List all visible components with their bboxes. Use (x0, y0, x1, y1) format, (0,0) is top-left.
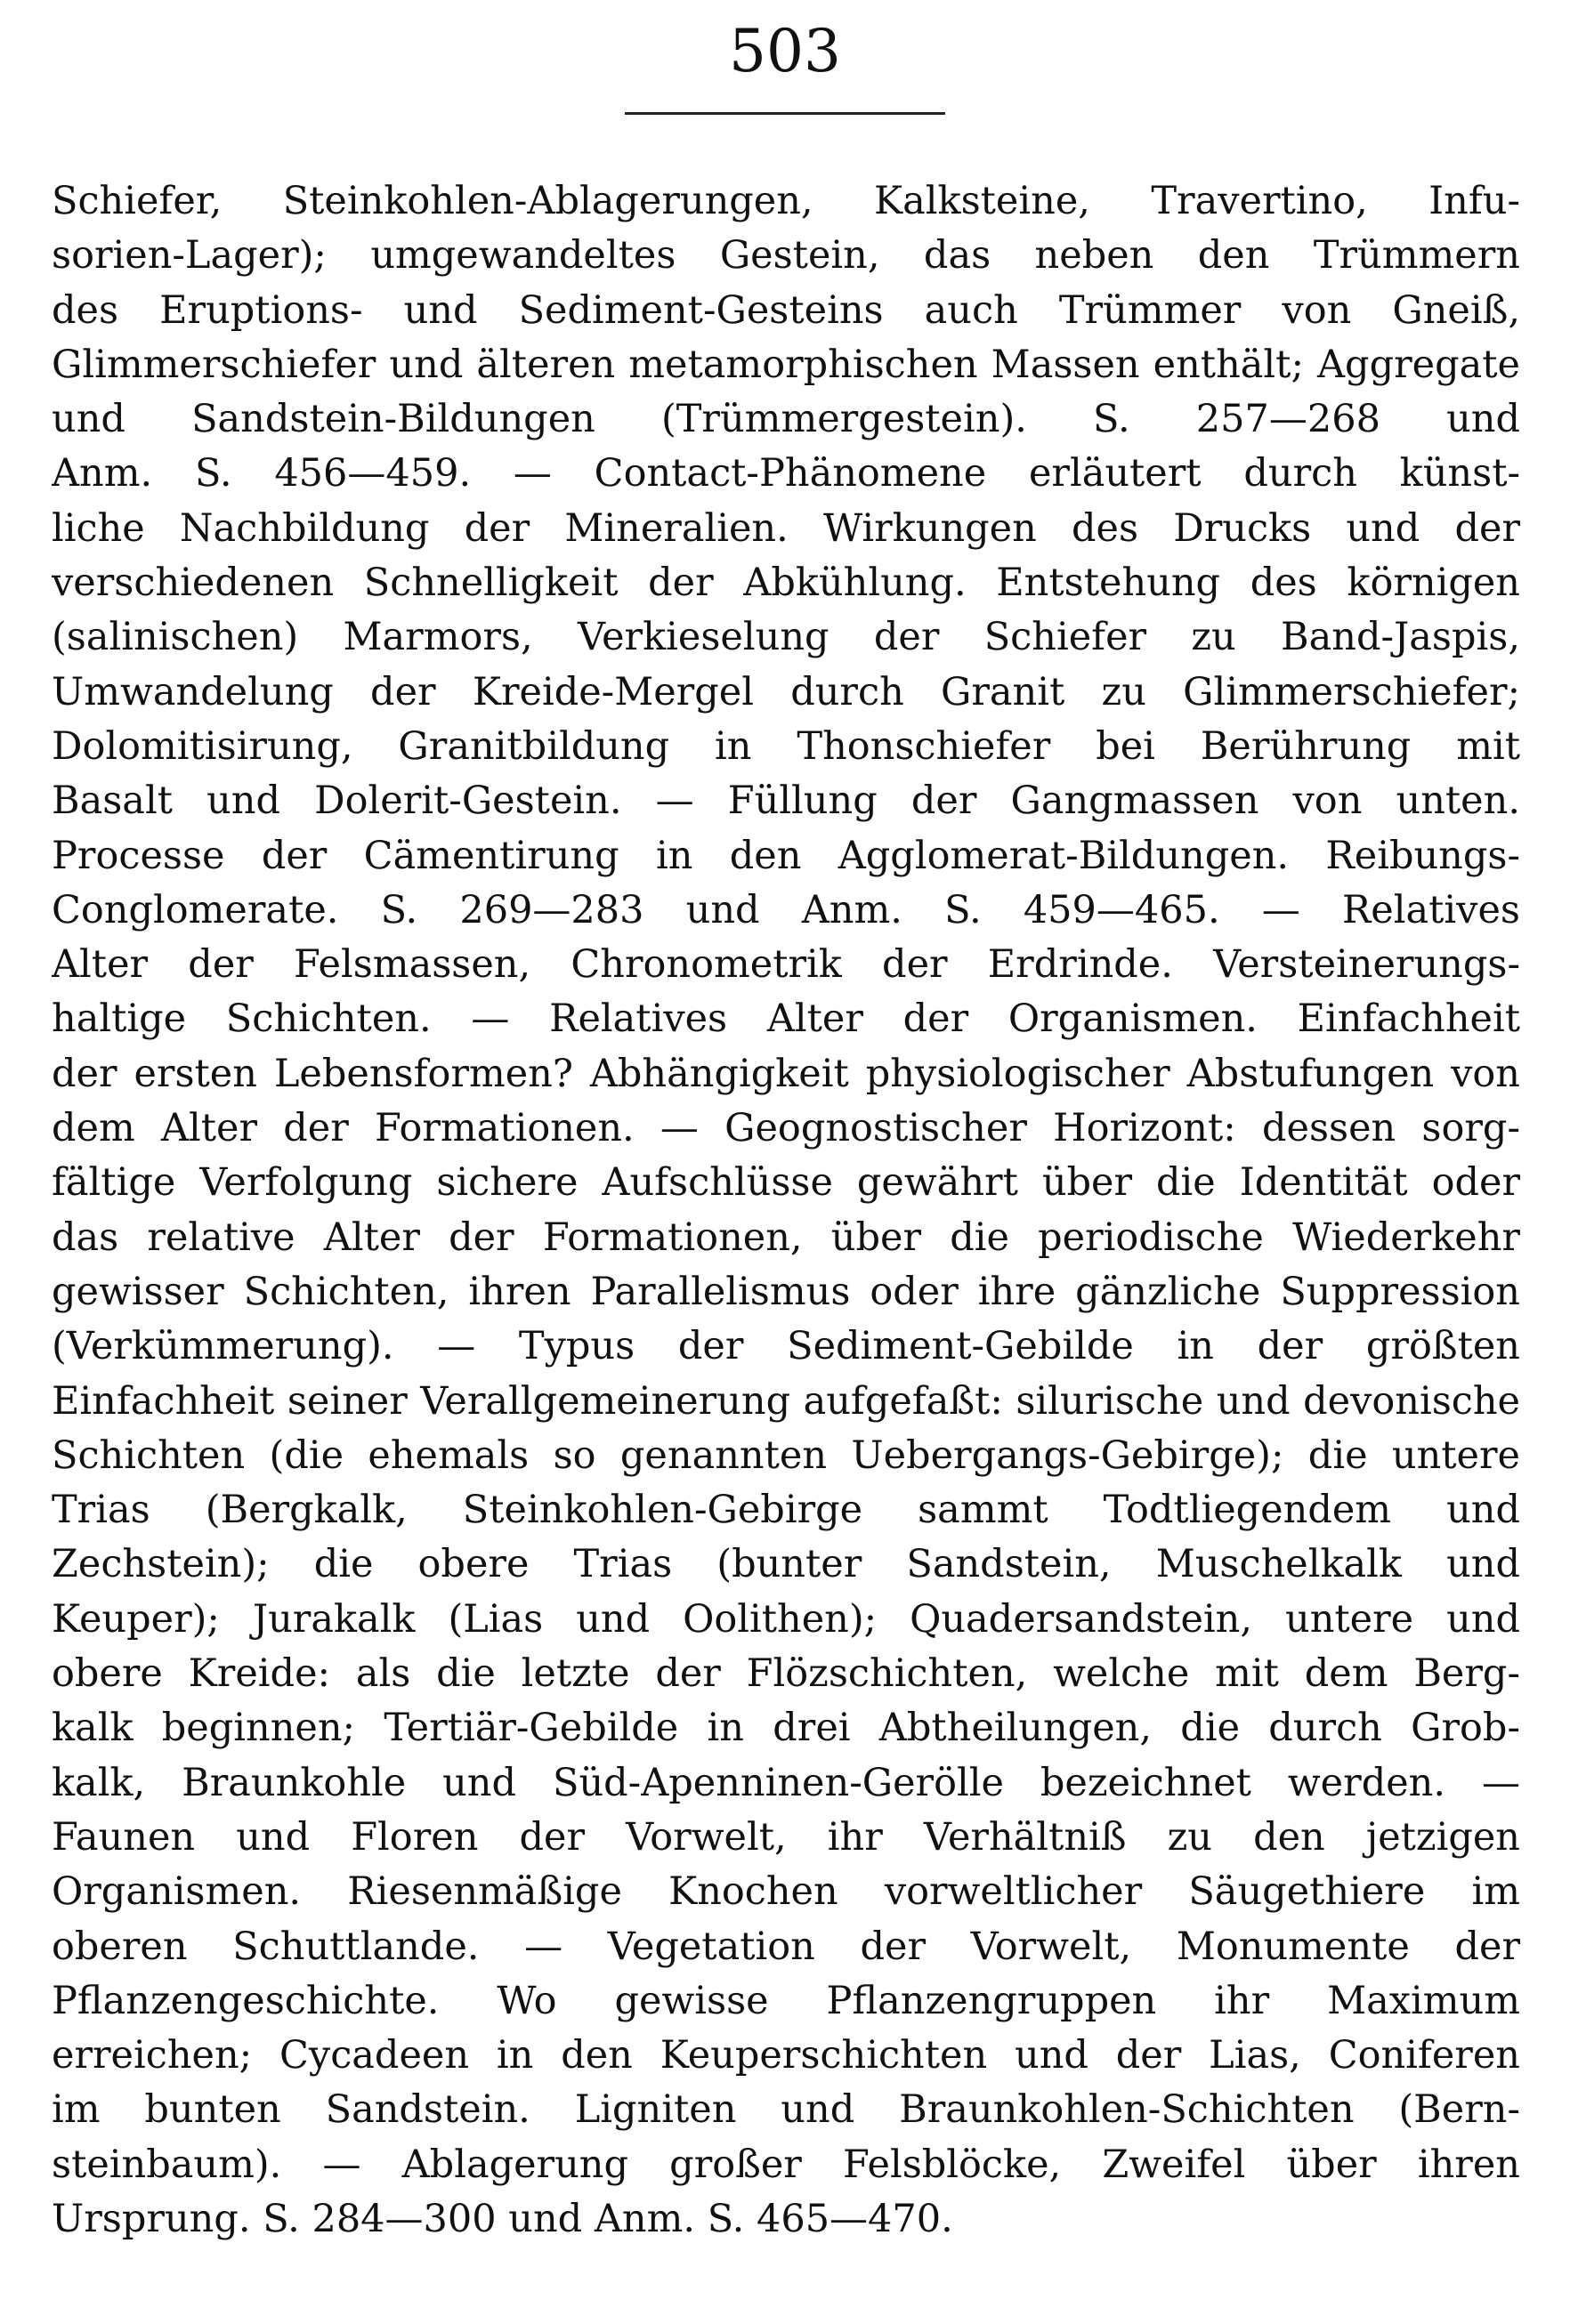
text-line: das relative Alter der Formationen, über die periodische Wiederkehr (52, 1214, 1520, 1260)
text-line: steinbaum). — Ablagerung großer Felsblöcke, Zweifel über ihren (52, 2142, 1520, 2187)
text-line: gewisser Schichten, ihren Parallelismus oder ihre gänzliche Suppression (52, 1269, 1520, 1314)
header-rule (625, 112, 945, 115)
text-line: Organismen. Riesenmäßige Knochen vorweltlicher Säugethiere im (52, 1869, 1520, 1915)
text-line: verschiedenen Schnelligkeit der Abkühlung. Entstehung des körnigen (52, 561, 1520, 606)
text-line: Umwandelung der Kreide-Mergel durch Granit zu Glimmerschiefer; (52, 669, 1520, 714)
text-line: liche Nachbildung der Mineralien. Wirkungen des Drucks und der (52, 505, 1520, 551)
text-line: Anm. S. 456—459. — Contact-Phänomene erläutert durch künst- (52, 451, 1520, 496)
text-line: Keuper); Jurakalk (Lias und Oolithen); Quadersandstein, untere und (52, 1596, 1520, 1642)
text-line: und Sandstein-Bildungen (Trümmergestein). S. 257—268 und (52, 397, 1520, 442)
text-line: Einfachheit seiner Verallgemeinerung aufgefaßt: silurische und devonische (52, 1378, 1520, 1424)
text-line: (salinischen) Marmors, Verkieselung der Schiefer zu Band-Jaspis, (52, 615, 1520, 660)
text-line: kalk beginnen; Tertiär-Gebilde in drei Abtheilungen, die durch Grob- (52, 1706, 1520, 1751)
text-line: der ersten Lebensformen? Abhängigkeit physiologischer Abstufungen von (52, 1051, 1520, 1096)
text-line: Alter der Felsmassen, Chronometrik der Erdrinde. Versteinerungs- (52, 942, 1520, 988)
text-line: fältige Verfolgung sichere Aufschlüsse gewährt über die Identität oder (52, 1160, 1520, 1206)
text-line: erreichen; Cycadeen in den Keuperschichten und der Lias, Coniferen (52, 2033, 1520, 2078)
text-line: Conglomerate. S. 269—283 und Anm. S. 459—465. — Relatives (52, 887, 1520, 932)
text-line: Zechstein); die obere Trias (bunter Sandstein, Muschelkalk und (52, 1542, 1520, 1587)
page-number: 503 (729, 17, 841, 85)
body-text (52, 174, 1520, 2247)
text-line: Processe der Cämentirung in den Agglomerat-Bildungen. Reibungs- (52, 833, 1520, 878)
text-line: im bunten Sandstein. Ligniten und Braunkohlen-Schichten (Bern- (52, 2087, 1520, 2133)
text-line: (Verkümmerung). — Typus der Sediment-Gebilde in der größten (52, 1324, 1520, 1369)
text-line: Schichten (die ehemals so genannten Uebergangs-Gebirge); die untere (52, 1432, 1520, 1478)
text-line: kalk, Braunkohle und Süd-Apenninen-Gerölle bezeichnet werden. — (52, 1760, 1520, 1805)
text-line: Ursprung. S. 284—300 und Anm. S. 465—470. (52, 2196, 953, 2241)
text-line: sorien-Lager); umgewandeltes Gestein, das neben den Trümmern (52, 233, 1520, 278)
text-line: Dolomitisirung, Granitbildung in Thonschiefer bei Berührung mit (52, 723, 1520, 769)
text-line: obere Kreide: als die letzte der Flözschichten, welche mit dem Berg- (52, 1651, 1520, 1697)
text-line: Trias (Bergkalk, Steinkohlen-Gebirge sammt Todtliegendem und (52, 1488, 1520, 1533)
text-line: haltige Schichten. — Relatives Alter der Organismen. Einfachheit (52, 997, 1520, 1042)
text-line: Faunen und Floren der Vorwelt, ihr Verhältniß zu den jetzigen (52, 1814, 1520, 1860)
text-line: Basalt und Dolerit-Gestein. — Füllung der Gangmassen von unten. (52, 779, 1520, 824)
text-line: dem Alter der Formationen. — Geognostischer Horizont: dessen sorg- (52, 1106, 1520, 1151)
text-line: Pflanzengeschichte. Wo gewisse Pflanzengruppen ihr Maximum (52, 1978, 1520, 2023)
text-line: des Eruptions- und Sediment-Gesteins auch Trümmer von Gneiß, (52, 287, 1520, 333)
text-line: Schiefer, Steinkohlen-Ablagerungen, Kalksteine, Travertino, Infu- (52, 179, 1520, 223)
text-line: Glimmerschiefer und älteren metamorphischen Massen enthält; Aggregate (52, 342, 1520, 387)
text-line: oberen Schuttlande. — Vegetation der Vorwelt, Monumente der (52, 1924, 1520, 1969)
